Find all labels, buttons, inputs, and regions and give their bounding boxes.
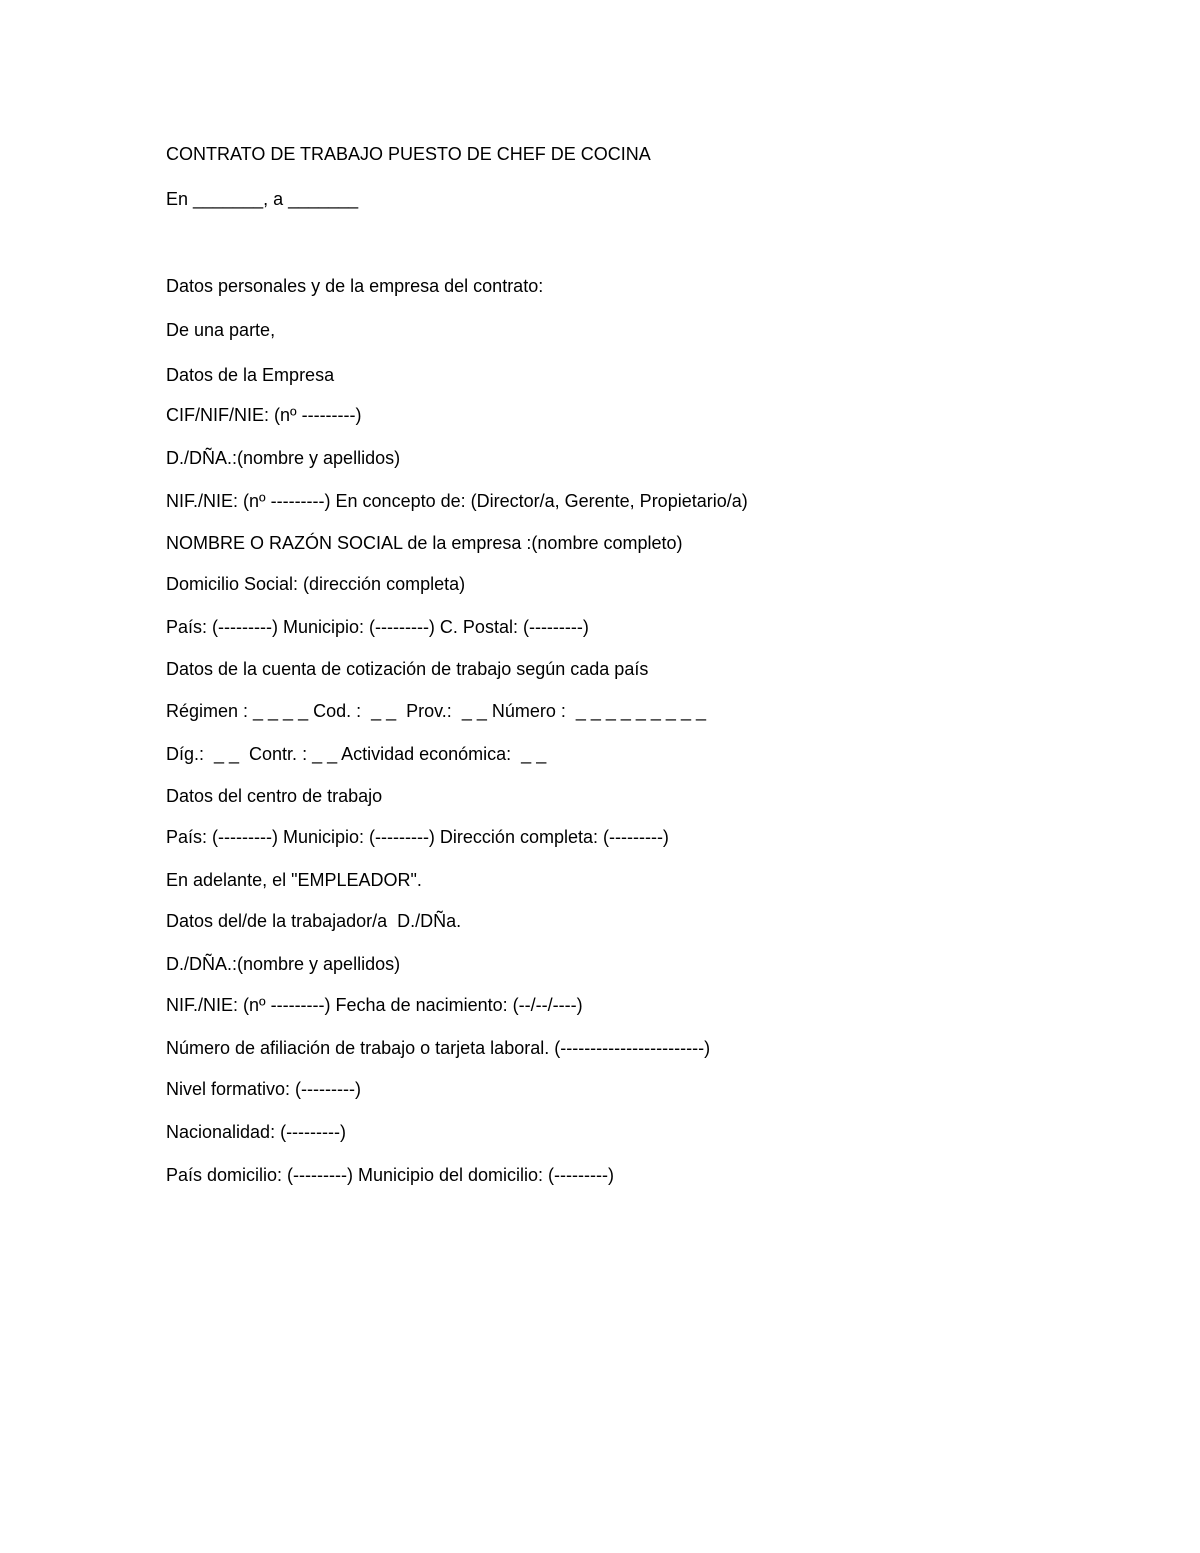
document-title: CONTRATO DE TRABAJO PUESTO DE CHEF DE COCINA bbox=[166, 144, 651, 164]
worker-nif-birthdate-field: NIF./NIE: (nº ---------) Fecha de nacimiento: (--/--/----) bbox=[166, 995, 583, 1015]
company-location-fields: País: (---------) Municipio: (---------) C. Postal: (---------) bbox=[166, 617, 589, 637]
worker-affiliation-number-field: Número de afiliación de trabajo o tarjeta laboral. (------------------------) bbox=[166, 1038, 711, 1058]
contribution-account-digit-fields: Díg.: _ _ Contr. : _ _ Actividad económica: _ _ bbox=[166, 744, 547, 764]
representative-nif-role-field: NIF./NIE: (nº ---------) En concepto de: (Director/a, Gerente, Propietario/a) bbox=[166, 491, 748, 511]
registered-address-field: Domicilio Social: (dirección completa) bbox=[166, 574, 466, 594]
company-name-field: NOMBRE O RAZÓN SOCIAL de la empresa :(nombre completo) bbox=[166, 533, 683, 553]
contribution-account-heading: Datos de la cuenta de cotización de trabajo según cada país bbox=[166, 659, 649, 679]
workplace-heading: Datos del centro de trabajo bbox=[166, 786, 383, 806]
party-intro: De una parte, bbox=[166, 320, 276, 340]
worker-name-field: D./DÑA.:(nombre y apellidos) bbox=[166, 954, 401, 974]
contribution-account-regime-fields: Régimen : _ _ _ _ Cod. : _ _ Prov.: _ _ Número : _ _ _ _ _ _ _ _ _ bbox=[166, 701, 706, 721]
section-heading-personal-company-data: Datos personales y de la empresa del contrato: bbox=[166, 276, 544, 296]
company-data-heading: Datos de la Empresa bbox=[166, 365, 335, 385]
employer-designation: En adelante, el "EMPLEADOR". bbox=[166, 870, 422, 890]
worker-home-location-fields: País domicilio: (---------) Municipio del domicilio: (---------) bbox=[166, 1165, 614, 1185]
worker-data-heading: Datos del/de la trabajador/a D./DÑa. bbox=[166, 911, 462, 931]
company-cif-field: CIF/NIF/NIE: (nº ---------) bbox=[166, 405, 362, 425]
worker-nationality-field: Nacionalidad: (---------) bbox=[166, 1122, 347, 1142]
representative-name-field: D./DÑA.:(nombre y apellidos) bbox=[166, 448, 401, 468]
place-date-line: En _______, a _______ bbox=[166, 189, 359, 209]
worker-education-level-field: Nivel formativo: (---------) bbox=[166, 1079, 361, 1099]
workplace-location-fields: País: (---------) Municipio: (---------) Dirección completa: (---------) bbox=[166, 827, 669, 847]
